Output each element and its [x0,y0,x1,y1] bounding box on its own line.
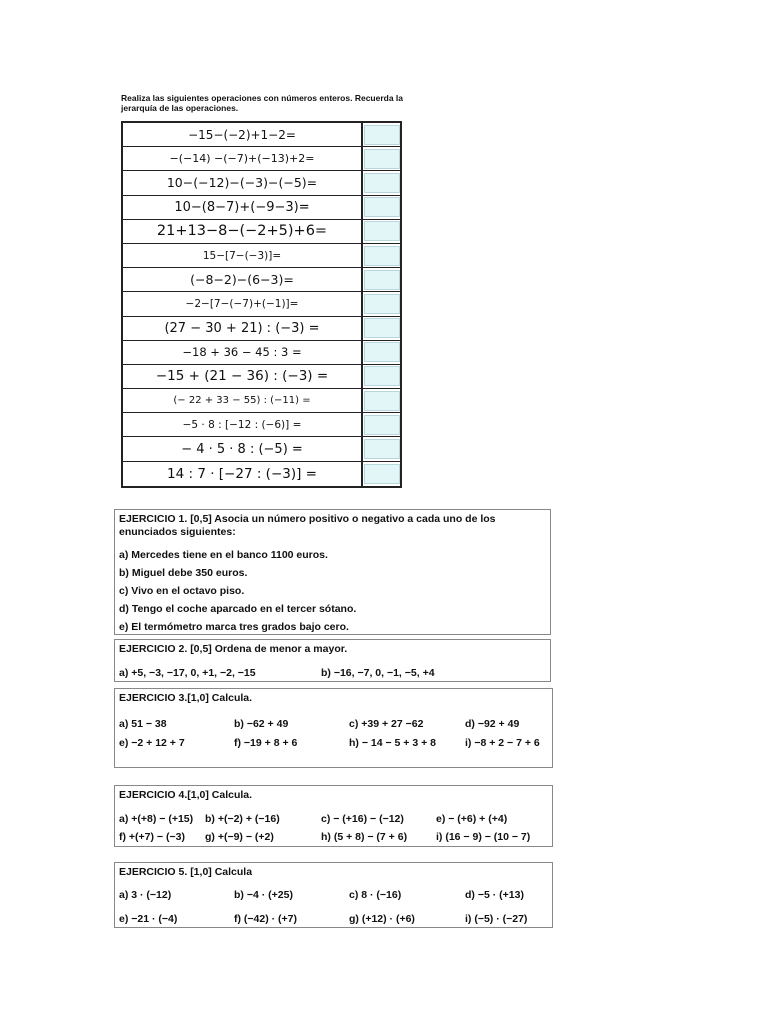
exercise-3-item: a) 51 − 38 [119,718,167,730]
exercise-1-item: a) Mercedes tiene en el banco 1100 euros. [119,549,328,561]
answer-cell[interactable] [363,365,400,388]
exercise-1-item: c) Vivo en el octavo piso. [119,585,245,597]
exercise-5-item: f) (−42) · (+7) [234,913,298,925]
exercise-1-item: b) Miguel debe 350 euros. [119,567,248,579]
exercise-4-item: a) +(+8) − (+15) [119,813,194,825]
answer-cell[interactable] [363,341,400,364]
exercise-3-item: i) −8 + 2 − 7 + 6 [465,737,540,749]
exercise-5-item: g) (+12) · (+6) [349,913,415,925]
exercise-2-item: b) −16, −7, 0, −1, −5, +4 [321,667,435,679]
exercise-5-item: d) −5 · (+13) [465,889,524,901]
exercise-4-item: b) +(−2) + (−16) [205,813,280,825]
exercise-4-item: e) − (+6) + (+4) [436,813,508,825]
answer-cell[interactable] [363,147,400,170]
table-row [123,365,400,389]
answer-cell[interactable] [363,244,400,267]
operation-expression: −15 + (21 − 36) : (−3) = [123,365,363,388]
answer-box[interactable] [364,149,400,169]
answer-box[interactable] [364,464,400,484]
instructions-text: Realiza las siguientes operaciones con números enteros. Recuerda la jerarquía de las operaciones. [121,93,404,113]
answer-box[interactable] [364,246,400,266]
exercise-3-item: b) −62 + 49 [234,718,289,730]
answer-box[interactable] [364,366,400,386]
exercise-1-item: d) Tengo el coche aparcado en el tercer sótano. [119,603,357,615]
answer-box[interactable] [364,221,400,241]
exercise-4-item: c) − (+16) − (−12) [321,813,404,825]
table-row [123,292,400,316]
exercise-5-item: c) 8 · (−16) [349,889,402,901]
answer-cell[interactable] [363,123,400,146]
operation-expression: −18 + 36 − 45 : 3 = [123,341,363,364]
exercise-3-item: e) −2 + 12 + 7 [119,737,185,749]
operation-expression: 10−(8−7)+(−9−3)= [123,196,363,219]
exercise-5-box [114,862,553,928]
exercise-1-title: EJERCICIO 1. [0,5] Asocia un número positivo o negativo a cada uno de los enunciados siguientes: [119,513,496,538]
operation-expression: 10−(−12)−(−3)−(−5)= [123,171,363,194]
table-row [123,147,400,171]
answer-cell[interactable] [363,171,400,194]
table-row [123,220,400,244]
answer-box[interactable] [364,439,400,459]
exercise-4-item: f) +(+7) − (−3) [119,831,185,843]
exercise-3-title: EJERCICIO 3.[1,0] Calcula. [119,692,253,704]
answer-cell[interactable] [363,389,400,412]
operation-expression: (27 − 30 + 21) : (−3) = [123,317,363,340]
answer-box[interactable] [364,125,400,145]
exercise-4-item: h) (5 + 8) − (7 + 6) [321,831,408,843]
exercise-3-item: c) +39 + 27 −62 [349,718,424,730]
answer-box[interactable] [364,294,400,314]
answer-cell[interactable] [363,292,400,315]
exercise-3-item: d) −92 + 49 [465,718,520,730]
answer-cell[interactable] [363,437,400,460]
table-row [123,317,400,341]
exercise-5-item: b) −4 · (+25) [234,889,293,901]
table-row [123,171,400,195]
exercise-1-item: e) El termómetro marca tres grados bajo cero. [119,621,349,633]
table-row [123,341,400,365]
answer-box[interactable] [364,173,400,193]
operation-expression: −(−14) −(−7)+(−13)+2= [123,147,363,170]
operation-expression: 15−[7−(−3)]= [123,244,363,267]
operation-expression: − 4 · 5 · 8 : (−5) = [123,437,363,460]
operation-expression: −5 · 8 : [−12 : (−6)] = [123,413,363,436]
exercise-3-item: h) − 14 − 5 + 3 + 8 [349,737,436,749]
answer-box[interactable] [364,197,400,217]
answer-cell[interactable] [363,317,400,340]
exercise-3-box [114,688,553,768]
answer-box[interactable] [364,270,400,290]
operation-expression: (− 22 + 33 − 55) : (−11) = [123,389,363,412]
table-row [123,244,400,268]
operations-table [121,121,402,488]
operation-expression: −2−[7−(−7)+(−1)]= [123,292,363,315]
answer-box[interactable] [364,415,400,435]
exercise-5-item: a) 3 · (−12) [119,889,172,901]
exercise-2-box [114,639,551,682]
exercise-3-item: f) −19 + 8 + 6 [234,737,298,749]
table-row [123,437,400,461]
answer-cell[interactable] [363,268,400,291]
exercise-5-item: e) −21 · (−4) [119,913,178,925]
table-row [123,389,400,413]
operation-expression: 14 : 7 · [−27 : (−3)] = [123,462,363,486]
exercise-5-item: i) (−5) · (−27) [465,913,528,925]
answer-box[interactable] [364,342,400,362]
operation-expression: 21+13−8−(−2+5)+6= [123,220,363,243]
table-row [123,268,400,292]
operation-expression: −15−(−2)+1−2= [123,123,363,146]
answer-cell[interactable] [363,196,400,219]
answer-box[interactable] [364,391,400,411]
answer-cell[interactable] [363,220,400,243]
exercise-2-title: EJERCICIO 2. [0,5] Ordena de menor a mayor. [119,643,348,655]
exercise-4-box [114,785,553,847]
exercise-4-item: i) (16 − 9) − (10 − 7) [436,831,531,843]
exercise-1-box [114,509,551,635]
table-row [123,413,400,437]
exercise-5-title: EJERCICIO 5. [1,0] Calcula [119,866,253,878]
table-row [123,123,400,147]
exercise-4-title: EJERCICIO 4.[1,0] Calcula. [119,789,253,801]
table-row [123,462,400,486]
exercise-2-item: a) +5, −3, −17, 0, +1, −2, −15 [119,667,256,679]
operation-expression: (−8−2)−(6−3)= [123,268,363,291]
exercise-4-item: g) +(−9) − (+2) [205,831,274,843]
answer-box[interactable] [364,318,400,338]
table-row [123,196,400,220]
answer-cell[interactable] [363,413,400,436]
answer-cell[interactable] [363,462,400,486]
